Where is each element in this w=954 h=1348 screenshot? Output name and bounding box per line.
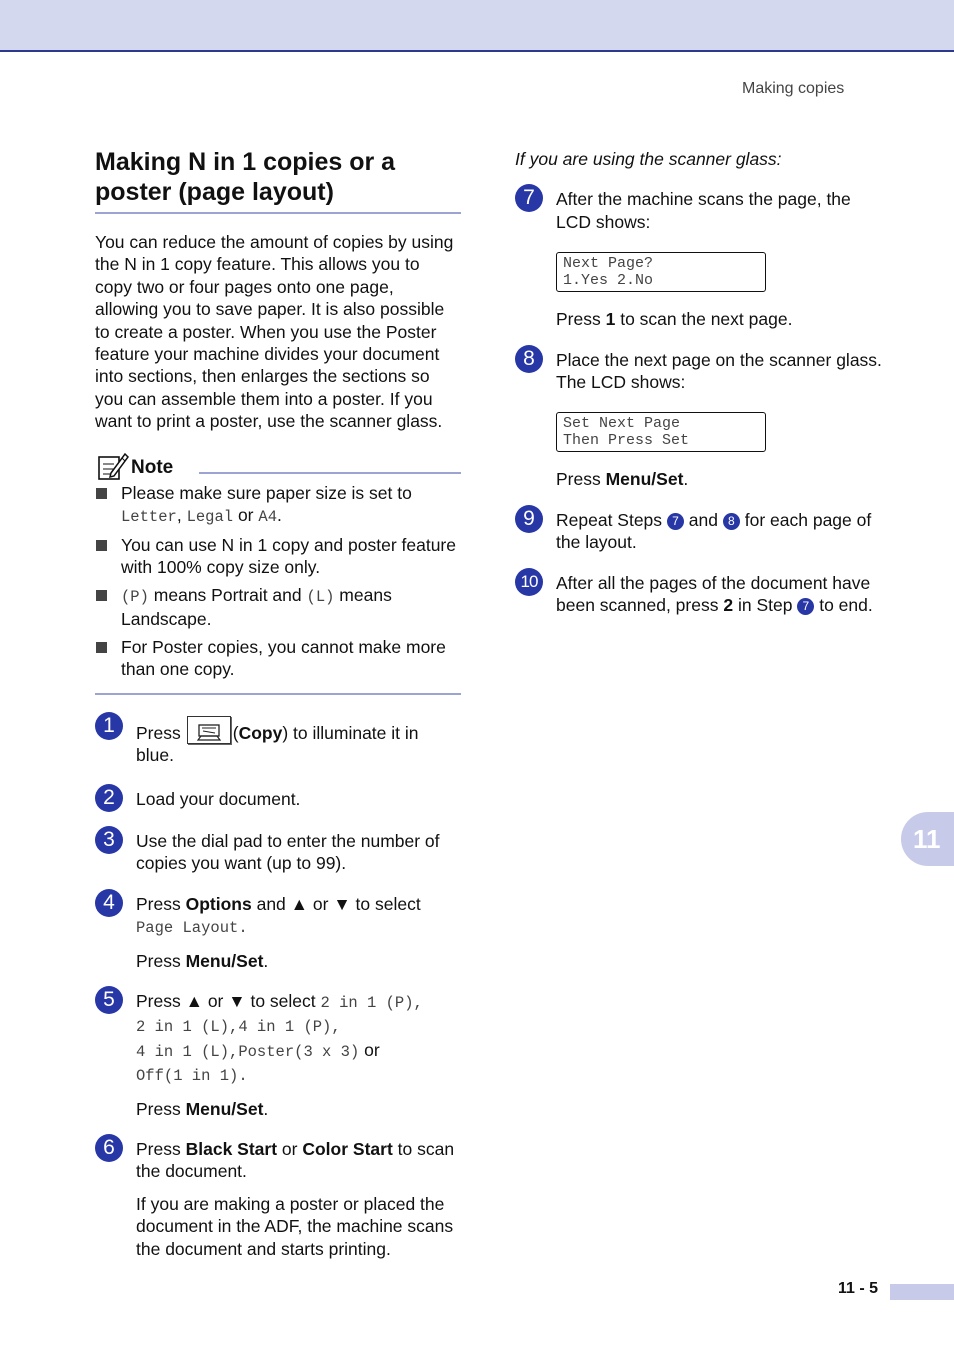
page-number-bar: [890, 1284, 954, 1300]
pencil-note-icon: [97, 451, 129, 481]
note-bottom-rule: [95, 693, 461, 695]
step-8: 8 Place the next page on the scanner glass. The LCD shows: Set Next Page Then Press Set Press Menu/Set.: [515, 349, 883, 491]
step-number: 5: [95, 986, 123, 1014]
step-7: 7 After the machine scans the page, the LCD shows: Next Page? 1.Yes 2.No Press 1 to scan the next page.: [515, 188, 883, 330]
note-bullet-2: You can use N in 1 copy and poster feature with 100% copy size only.: [95, 534, 461, 578]
page-title: Making N in 1 copies or a poster (page layout): [95, 148, 396, 206]
note-title: Note: [131, 456, 174, 478]
chapter-tab: 11: [901, 812, 954, 866]
bullet-square: [96, 590, 107, 601]
lcd-display: Set Next Page Then Press Set: [556, 412, 766, 452]
bullet-square: [96, 540, 107, 551]
step-number: 3: [95, 826, 123, 854]
up-arrow-icon: ▲: [185, 990, 203, 1011]
note-header: [95, 451, 461, 481]
step-5-sub: Press Menu/Set.: [136, 1098, 269, 1119]
step-ref-badge: 7: [667, 513, 684, 530]
step-ref-badge: 7: [797, 598, 814, 615]
step-6: 6 Press Black Start or Color Start to scan the document. If you are making a poster or placed the document in the ADF, the machine scans the document and starts printing.: [95, 1138, 461, 1260]
step-number: 9: [515, 505, 543, 533]
copy-key-icon: [187, 716, 231, 744]
bullet-square: [96, 642, 107, 653]
top-band: [0, 0, 954, 52]
step-4-sub: Press Menu/Set.: [136, 950, 269, 971]
down-arrow-icon: ▼: [228, 990, 246, 1011]
step-number: 1: [95, 712, 123, 740]
scanner-glass-intro: If you are using the scanner glass:: [515, 149, 782, 169]
step-7-sub: Press 1 to scan the next page.: [556, 309, 793, 330]
step-number: 10: [515, 568, 543, 596]
step-number: 4: [95, 889, 123, 917]
step-3: 3 Use the dial pad to enter the number of copies you want (up to 99).: [95, 830, 461, 875]
note-bullet-1: Please make sure paper size is set to Letter, Legal or A4.: [95, 482, 461, 528]
lcd-display: Next Page? 1.Yes 2.No: [556, 252, 766, 292]
title-rule: [95, 212, 461, 214]
step-4: 4 Press Options and ▲ or ▼ to select Page Layout. Press Menu/Set.: [95, 893, 461, 972]
step-5: 5 Press ▲ or ▼ to select 2 in 1 (P), 2 in 1 (L),4 in 1 (P), 4 in 1 (L),Poster(3 x 3) or Off(1 in 1). Press Menu/Set.: [95, 990, 461, 1120]
bullet-square: [96, 488, 107, 499]
note-bullet-3: (P) means Portrait and (L) means Landscape.: [95, 584, 461, 630]
step-number: 8: [515, 345, 543, 373]
step-9: 9 Repeat Steps 7 and 8 for each page of the layout.: [515, 509, 883, 554]
step-1: 1 Press (Copy) to illuminate it in blue.: [95, 716, 461, 767]
page-number: 11 - 5: [838, 1280, 879, 1297]
left-column: [95, 147, 461, 1260]
step-number: 7: [515, 184, 543, 212]
note-bullet-4: For Poster copies, you cannot make more than one copy.: [95, 636, 461, 680]
down-arrow-icon: ▼: [333, 893, 351, 914]
step-number: 6: [95, 1134, 123, 1162]
step-6-sub: If you are making a poster or placed the document in the ADF, the machine scans the document and starts printing.: [136, 1193, 454, 1259]
step-8-sub: Press Menu/Set.: [556, 469, 689, 490]
step-2: 2 Load your document.: [95, 788, 461, 810]
intro-paragraph: You can reduce the amount of copies by using the N in 1 copy feature. This allows you to copy two or four pages onto one page, allowing you to save paper. It is also possible to create a poster. When you use the Poster feature your machine divides your document into sections, then enlarges the sections so you can assemble them into a poster. If you want to print a poster, use the scanner glass.: [95, 232, 454, 432]
note-rule: [199, 472, 461, 474]
up-arrow-icon: ▲: [290, 893, 308, 914]
step-ref-badge: 8: [723, 513, 740, 530]
right-column: [515, 148, 883, 616]
note-box: [95, 451, 461, 695]
running-header: Making copies: [742, 80, 845, 97]
step-10: 10 After all the pages of the document have been scanned, press 2 in Step 7 to end.: [515, 572, 883, 617]
step-number: 2: [95, 784, 123, 812]
